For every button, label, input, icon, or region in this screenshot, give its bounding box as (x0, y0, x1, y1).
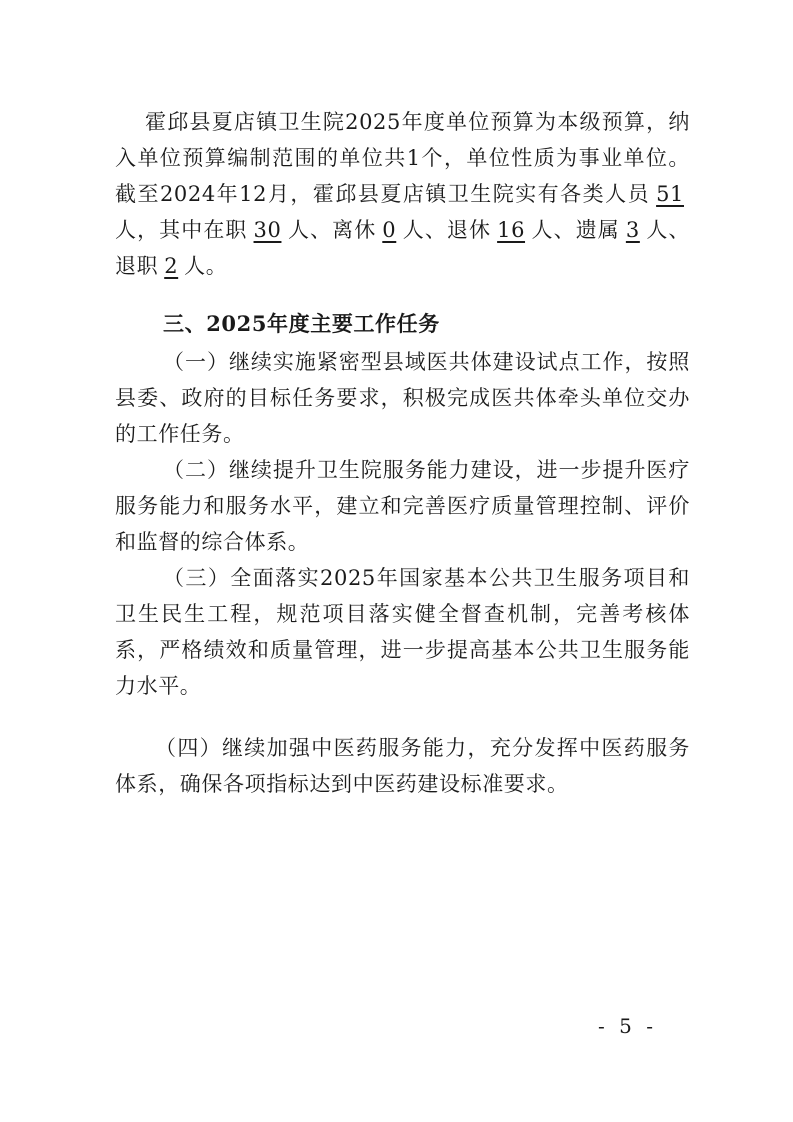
intro-text-2: 人，其中在职 (115, 218, 248, 242)
resigned-value: 2 (164, 254, 179, 278)
tuixiu-value: 16 (497, 218, 526, 242)
in-service-value: 30 (253, 218, 282, 242)
survivors-value: 3 (625, 218, 640, 242)
total-staff-value: 51 (656, 182, 684, 206)
task-2: （二）继续提升卫生院服务能力建设，进一步提升医疗服务能力和服务水平，建立和完善医疗质量管理控制、评价和监督的综合体系。 (115, 458, 690, 554)
intro-text-5: 人、遗属 (531, 218, 620, 242)
lixiu-value: 0 (382, 218, 397, 242)
intro-text-6: 人、退职 (115, 218, 691, 278)
task-3: （三）全面落实2025年国家基本公共卫生服务项目和卫生民生工程，规范项目落实健全督查机制，完善考核体系，严格绩效和质量管理，进一步提高基本公共卫生服务能力水平。 (115, 566, 690, 698)
intro-text-1: 霍邱县夏店镇卫生院2025年度单位预算为本级预算，纳入单位预算编制范围的单位共1个，单位性质为事业单位。截至2024年12月，霍邱县夏店镇卫生院实有各类人员 (115, 110, 690, 206)
section-heading: 三、2025年度主要工作任务 (163, 311, 440, 336)
task-4: （四）继续加强中医药服务能力，充分发挥中医药服务体系，确保各项指标达到中医药建设标准要求。 (115, 736, 690, 796)
intro-text-3: 人、离休 (287, 218, 377, 242)
intro-paragraph (115, 104, 690, 284)
page-number: - 5 - (598, 1014, 657, 1038)
intro-text-7: 人。 (184, 254, 228, 278)
task-1: （一）继续实施紧密型县域医共体建设试点工作，按照县委、政府的目标任务要求，积极完成医共体牵头单位交办的工作任务。 (115, 350, 690, 446)
intro-text-4: 人、退休 (402, 218, 492, 242)
